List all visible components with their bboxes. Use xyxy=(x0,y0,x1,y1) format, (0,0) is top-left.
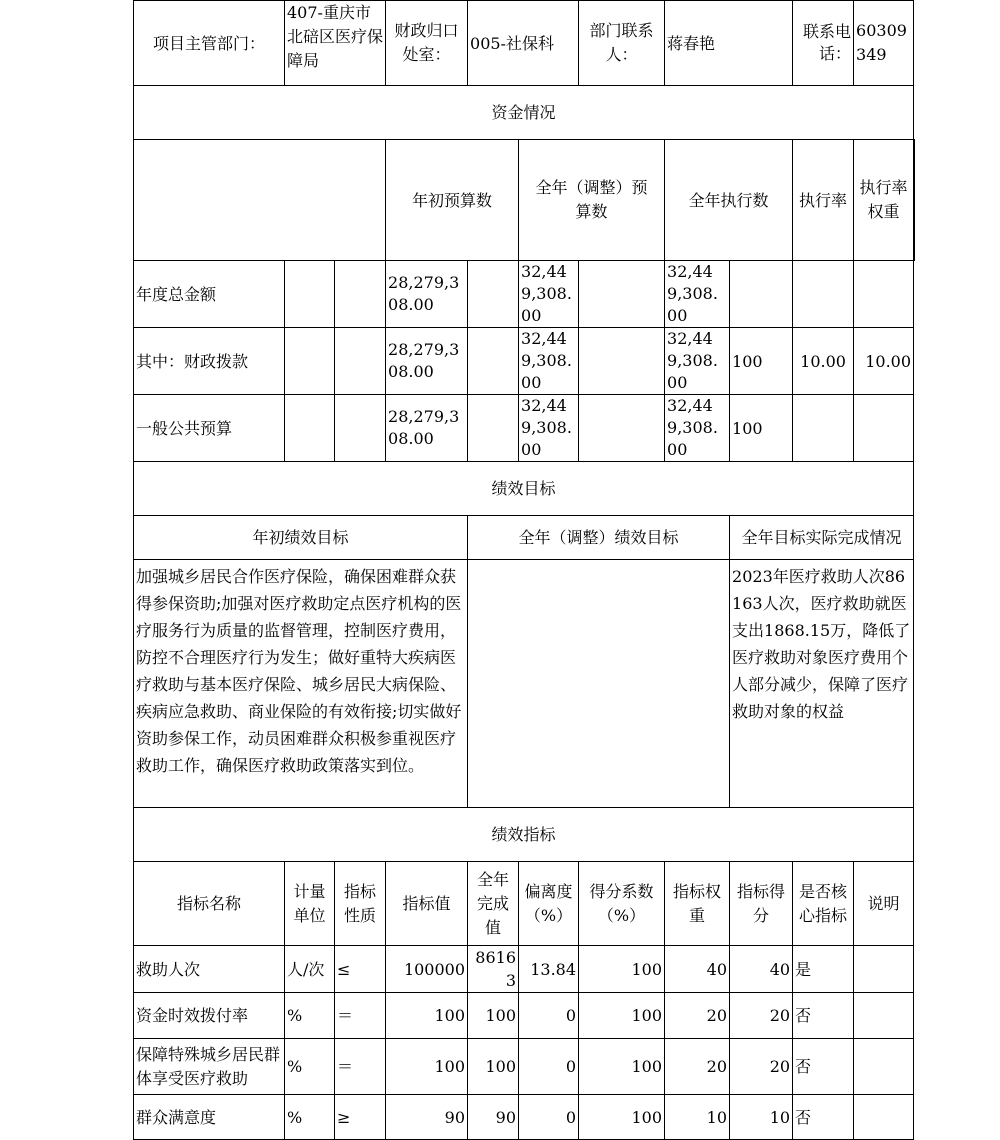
funds-row xyxy=(134,395,915,462)
ind-col-weight: 指标权重 xyxy=(665,862,730,946)
ind-nature: ≤ xyxy=(335,946,386,993)
ind-coef: 100 xyxy=(579,993,665,1039)
ind-col-unit: 计量单位 xyxy=(285,862,335,946)
funds-blank xyxy=(468,261,519,328)
ind-nature: ≥ xyxy=(335,1095,386,1140)
goals-actual-text: 2023年医疗救助人次86163人次，医疗救助就医支出1868.15万，降低了医疗救助对象医疗费用个人部分减少，保障了医疗救助对象的权益 xyxy=(730,560,914,808)
funds-col-initial: 年初预算数 xyxy=(386,140,519,261)
funds-score xyxy=(854,261,914,328)
header-row xyxy=(134,1,915,86)
funds-initial: 28,279,308.00 xyxy=(386,395,468,462)
funds-section-title: 资金情况 xyxy=(134,86,914,140)
ind-name: 救助人次 xyxy=(134,946,285,993)
goals-initial-text: 加强城乡居民合作医疗保险，确保困难群众获得参保资助;加强对医疗救助定点医疗机构的医疗服务行为质量的监督管理，控制医疗费用，防控不合理医疗行为发生；做好重特大疾病医疗救助与基本医疗保险、城乡居民大病保险、疾病应急救助、商业保险的有效衔接;切实做好资助参保工作，动员困难群众积极参重视医疗救助工作，确保医疗救助政策落实到位。 xyxy=(134,560,468,808)
indicator-row xyxy=(134,1039,915,1095)
funds-weight xyxy=(793,261,854,328)
funds-blank xyxy=(468,328,519,395)
funds-col-rate-weight: 执行率权重 xyxy=(854,140,914,261)
funds-weight xyxy=(793,395,854,462)
ind-col-score: 指标得分 xyxy=(730,862,793,946)
ind-col-core: 是否核心指标 xyxy=(793,862,854,946)
funds-score xyxy=(854,395,914,462)
ind-name: 群众满意度 xyxy=(134,1095,285,1140)
ind-target: 100000 xyxy=(386,946,468,993)
funds-blank xyxy=(468,395,519,462)
funds-executed: 32,449,308.00 xyxy=(665,395,730,462)
ind-score: 10 xyxy=(730,1095,793,1140)
ind-note xyxy=(854,993,914,1039)
indicator-row xyxy=(134,946,915,993)
phone-value: 60309349 xyxy=(854,1,914,86)
ind-col-target: 指标值 xyxy=(386,862,468,946)
ind-name: 保障特殊城乡居民群体享受医疗救助 xyxy=(134,1039,285,1095)
ind-nature: ＝ xyxy=(335,1039,386,1095)
ind-actual: 100 xyxy=(468,993,519,1039)
funds-blank xyxy=(579,261,665,328)
ind-core: 是 xyxy=(793,946,854,993)
ind-note xyxy=(854,1095,914,1140)
funds-row xyxy=(134,328,915,395)
funds-rate xyxy=(730,261,793,328)
ind-core: 否 xyxy=(793,993,854,1039)
ind-score: 20 xyxy=(730,993,793,1039)
ind-coef: 100 xyxy=(579,1039,665,1095)
funds-executed: 32,449,308.00 xyxy=(665,328,730,395)
funds-blank xyxy=(335,395,386,462)
funds-col-rate: 执行率 xyxy=(793,140,854,261)
ind-col-deviation: 偏离度（%） xyxy=(519,862,579,946)
ind-name: 资金时效拨付率 xyxy=(134,993,285,1039)
phone-label: 联系电话： xyxy=(793,1,854,86)
funds-initial: 28,279,308.00 xyxy=(386,328,468,395)
ind-actual: 90 xyxy=(468,1095,519,1140)
funds-col-rate-score xyxy=(914,140,915,261)
ind-deviation: 0 xyxy=(519,993,579,1039)
ind-core: 否 xyxy=(793,1095,854,1140)
ind-col-name: 指标名称 xyxy=(134,862,285,946)
contact-label: 部门联系人： xyxy=(579,1,665,86)
funds-adjusted: 32,449,308.00 xyxy=(519,261,579,328)
ind-weight: 20 xyxy=(665,993,730,1039)
funds-rate: 100 xyxy=(730,395,793,462)
goals-col-actual: 全年目标实际完成情况 xyxy=(730,516,914,560)
funds-row xyxy=(134,261,915,328)
funds-header-row xyxy=(134,140,915,261)
ind-deviation: 0 xyxy=(519,1095,579,1140)
ind-actual: 86163 xyxy=(468,946,519,993)
funds-rate: 100 xyxy=(730,328,793,395)
indicator-row xyxy=(134,993,915,1039)
funds-executed: 32,449,308.00 xyxy=(665,261,730,328)
ind-col-nature: 指标性质 xyxy=(335,862,386,946)
goals-content-row xyxy=(134,560,915,808)
finance-value: 005-社保科 xyxy=(468,1,579,86)
ind-weight: 10 xyxy=(665,1095,730,1140)
funds-header-blank xyxy=(134,140,386,261)
goals-col-initial: 年初绩效目标 xyxy=(134,516,468,560)
contact-value: 蒋春艳 xyxy=(665,1,793,86)
ind-note xyxy=(854,1039,914,1095)
funds-blank xyxy=(579,395,665,462)
funds-adjusted: 32,449,308.00 xyxy=(519,328,579,395)
ind-nature: ＝ xyxy=(335,993,386,1039)
ind-target: 90 xyxy=(386,1095,468,1140)
funds-weight: 10.00 xyxy=(793,328,854,395)
ind-col-coef: 得分系数（%） xyxy=(579,862,665,946)
funds-blank xyxy=(285,328,335,395)
goals-col-adjusted: 全年（调整）绩效目标 xyxy=(468,516,730,560)
funds-row-label: 一般公共预算 xyxy=(134,395,285,462)
ind-actual: 100 xyxy=(468,1039,519,1095)
ind-score: 20 xyxy=(730,1039,793,1095)
ind-weight: 40 xyxy=(665,946,730,993)
indicator-row xyxy=(134,1095,915,1140)
ind-core: 否 xyxy=(793,1039,854,1095)
goals-header-row xyxy=(134,516,915,560)
indicators-header-row xyxy=(134,862,915,946)
ind-coef: 100 xyxy=(579,1095,665,1140)
funds-col-executed: 全年执行数 xyxy=(665,140,793,261)
ind-weight: 20 xyxy=(665,1039,730,1095)
ind-unit: % xyxy=(285,1039,335,1095)
ind-deviation: 0 xyxy=(519,1039,579,1095)
funds-blank xyxy=(335,328,386,395)
ind-unit: % xyxy=(285,1095,335,1140)
funds-score: 10.00 xyxy=(854,328,914,395)
goals-section-title: 绩效目标 xyxy=(134,462,914,516)
ind-note xyxy=(854,946,914,993)
funds-blank xyxy=(285,261,335,328)
performance-table xyxy=(133,0,915,1140)
ind-unit: 人/次 xyxy=(285,946,335,993)
ind-score: 40 xyxy=(730,946,793,993)
ind-unit: % xyxy=(285,993,335,1039)
ind-col-actual: 全年完成值 xyxy=(468,862,519,946)
goals-adjusted-text xyxy=(468,560,730,808)
dept-value: 407-重庆市北碚区医疗保障局 xyxy=(285,1,386,86)
funds-adjusted: 32,449,308.00 xyxy=(519,395,579,462)
funds-blank xyxy=(285,395,335,462)
ind-target: 100 xyxy=(386,993,468,1039)
funds-initial: 28,279,308.00 xyxy=(386,261,468,328)
ind-target: 100 xyxy=(386,1039,468,1095)
funds-row-label: 年度总金额 xyxy=(134,261,285,328)
funds-col-adjusted: 全年（调整）预算数 xyxy=(519,140,665,261)
dept-label: 项目主管部门： xyxy=(134,1,285,86)
ind-deviation: 13.84 xyxy=(519,946,579,993)
indicators-section-title: 绩效指标 xyxy=(134,808,914,862)
finance-label: 财政归口处室： xyxy=(386,1,468,86)
funds-blank xyxy=(579,328,665,395)
funds-blank xyxy=(335,261,386,328)
ind-col-note: 说明 xyxy=(854,862,914,946)
ind-coef: 100 xyxy=(579,946,665,993)
funds-row-label: 其中：财政拨款 xyxy=(134,328,285,395)
